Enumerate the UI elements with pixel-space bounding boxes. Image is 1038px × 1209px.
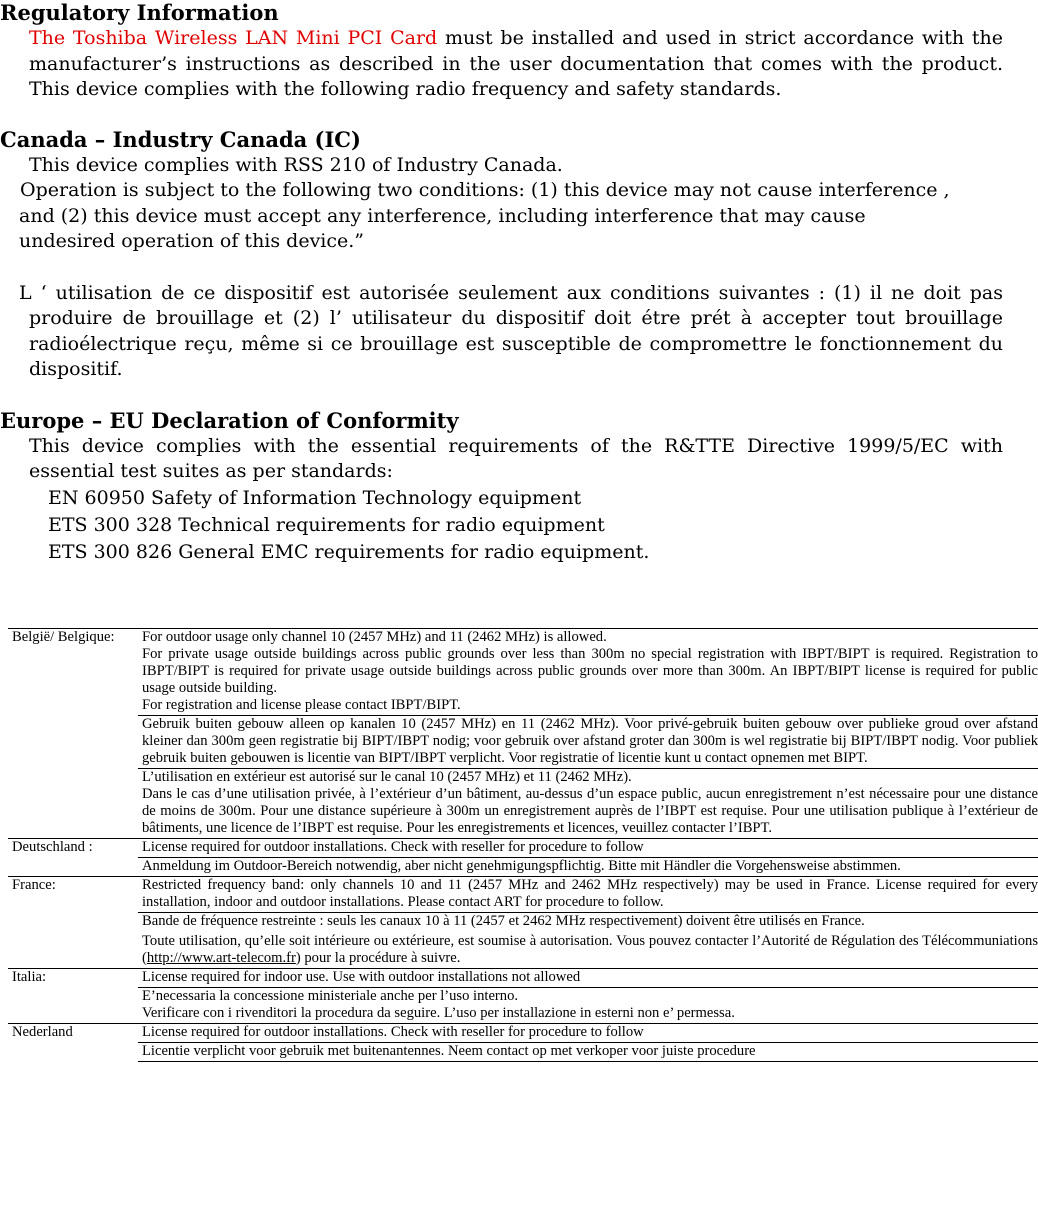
cell-text: For outdoor usage only channel 10 (2457 MHz) and 11 (2462 MHz) is allowed. [142, 629, 607, 645]
country-cell: France: [8, 877, 138, 969]
canada-heading: Canada – Industry Canada (IC) [0, 126, 361, 152]
regulatory-heading: Regulatory Information [0, 0, 279, 25]
cell-text: Anmeldung im Outdoor-Bereich notwendig, aber nicht genehmigungspflichtig. Bitte mit Händler die Vorgehensweise abstimmen. [142, 858, 901, 874]
country-cell: Nederland [8, 1024, 138, 1062]
table-row [8, 629, 1038, 716]
table-row [8, 716, 1038, 769]
cell-text: License required for outdoor installations. Check with reseller for procedure to follow [142, 1024, 644, 1040]
table-cell [138, 769, 1038, 839]
cell-text: For registration and license please contact IBPT/BIPT. [142, 697, 461, 713]
cell-text: License required for indoor use. Use with outdoor installations not allowed [142, 969, 581, 985]
cell-text: Gebruik buiten gebouw alleen op kanalen 10 (2457 MHz) en 11 (2462 MHz). Voor privé-gebruik buiten gebouw over publieke groud over afstand kleiner dan 300m geen registratie bij BIPT/IBPT nodig; voor gebruik over afstand groter dan 300m is wel registratie bij BIPT/IBPT nodig. Voor publiek gebruik buiten gebouwen is licentie van BIPT/IBPT verplicht. Voor registratie of licentie kunt u contact opnemen met BIPT. [142, 716, 1038, 766]
table-row [8, 1024, 1038, 1043]
cell-text: Restricted frequency band: only channels 10 and 11 (2457 MHz and 2462 MHz respectively) may be used in France. License required for every installation, indoor and outdoor installations. Please contact ART for procedure to follow. [142, 877, 1038, 910]
table-row [8, 988, 1038, 1024]
document-page [0, 0, 1038, 566]
cell-text: Licentie verplicht voor gebruik met buitenantennes. Neem contact op met verkoper voor juiste procedure [142, 1043, 756, 1059]
country-cell: Italia: [8, 969, 138, 1024]
country-cell: België/ Belgique: [8, 629, 138, 839]
cell-text: Bande de fréquence restreinte : seuls les canaux 10 à 11 (2457 et 2462 MHz respectivement) doivent être utilisés en France. [142, 913, 865, 929]
cell-text: E’necessaria la concessione ministeriale anche per l’uso interno. [142, 988, 519, 1004]
table-cell [138, 716, 1038, 769]
table-cell [138, 913, 1038, 969]
table-cell [138, 969, 1038, 988]
cell-text: L’utilisation en extérieur est autorisé sur le canal 10 (2457 MHz) et 11 (2462 MHz). [142, 769, 632, 785]
table-row [8, 877, 1038, 913]
table-row [8, 1043, 1038, 1062]
canada-line-3: and (2) this device must accept any interference, including interference that may cause [19, 204, 866, 227]
table-row [8, 769, 1038, 839]
table-cell [138, 858, 1038, 877]
regulatory-text: must be installed and used in strict accordance with the manufacturer’s instructions as described in the user documentation that comes with the product. This device complies with the following radio frequency and safety standards. [29, 27, 1004, 100]
country-cell: Deutschland : [8, 839, 138, 877]
table-row [8, 913, 1038, 969]
table-row [8, 839, 1038, 858]
product-name: The Toshiba Wireless LAN Mini PCI Card [29, 27, 438, 49]
canada-line-1: This device complies with RSS 210 of Industry Canada. [29, 153, 563, 176]
table-cell [138, 988, 1038, 1024]
table-cell [138, 839, 1038, 858]
table-row [8, 969, 1038, 988]
standard-item: ETS 300 826 General EMC requirements for radio equipment. [48, 540, 650, 563]
table-cell [138, 629, 1038, 716]
canada-line-4: undesired operation of this device.” [19, 230, 365, 252]
country-regulations-table [8, 628, 1038, 1062]
cell-text: Toute utilisation, qu’elle soit intérieure ou extérieure, est soumise à autorisation. Vous pouvez contacter l’Autorité de Régulation des Télécommuniations (http://www.art-telecom.fr) pour la procédure à suivre. [142, 933, 1038, 966]
europe-intro: This device complies with the essential requirements of the R&TTE Directive 1999/5/EC with essential test suites as per standards: [29, 434, 1003, 482]
table-cell [138, 1043, 1038, 1062]
standard-item: EN 60950 Safety of Information Technology equipment [48, 486, 582, 509]
standard-item: ETS 300 328 Technical requirements for radio equipment [48, 513, 605, 536]
art-telecom-link[interactable]: http://www.art-telecom.fr [146, 950, 296, 966]
table-cell [138, 877, 1038, 913]
canada-french-paragraph: L ‘ utilisation de ce dispositif est autorisée seulement aux conditions suivantes : (1) il ne doit pas produire de brouillage et (2) l’ utilisateur du dispositif doit étre prét à accepter tout brouillage radioélectrique reçu, même si ce brouillage est susceptible de compromettre le fonctionnement du dispositif. [19, 281, 1003, 380]
europe-heading: Europe – EU Declaration of Conformity [0, 407, 459, 433]
cell-text: For private usage outside buildings across public grounds over less than 300m no special registration with IBPT/BIPT is required. Registration to IBPT/BIPT is required for private usage outside buildings across public grounds over more than 300m. An IBPT/BIPT license is required for public usage outside building. [142, 646, 1038, 696]
cell-text: Dans le cas d’une utilisation privée, à l’extérieur d’un bâtiment, au-dessus d’un espace public, aucun enregistrement n’est nécessaire pour une distance de moins de 300m. Pour une distance supérieure à 300m un enregistrement auprès de l’IBPT est requise. Pour une utilisation publique à l’extérieur de bâtiments, une licence de l’IBPT est requise. Pour les enregistrements et licences, veuillez contacter l’IBPT. [142, 786, 1038, 836]
canada-line-2: Operation is subject to the following two conditions: (1) this device may not cause interference , [20, 179, 950, 201]
table-cell [138, 1024, 1038, 1043]
regulatory-paragraph [29, 26, 1003, 103]
cell-text: Verificare con i rivenditori la procedura da seguire. L’uso per installazione in esterni non e’ permessa. [142, 1005, 735, 1021]
table-row [8, 858, 1038, 877]
cell-text: License required for outdoor installations. Check with reseller for procedure to follow [142, 839, 644, 855]
